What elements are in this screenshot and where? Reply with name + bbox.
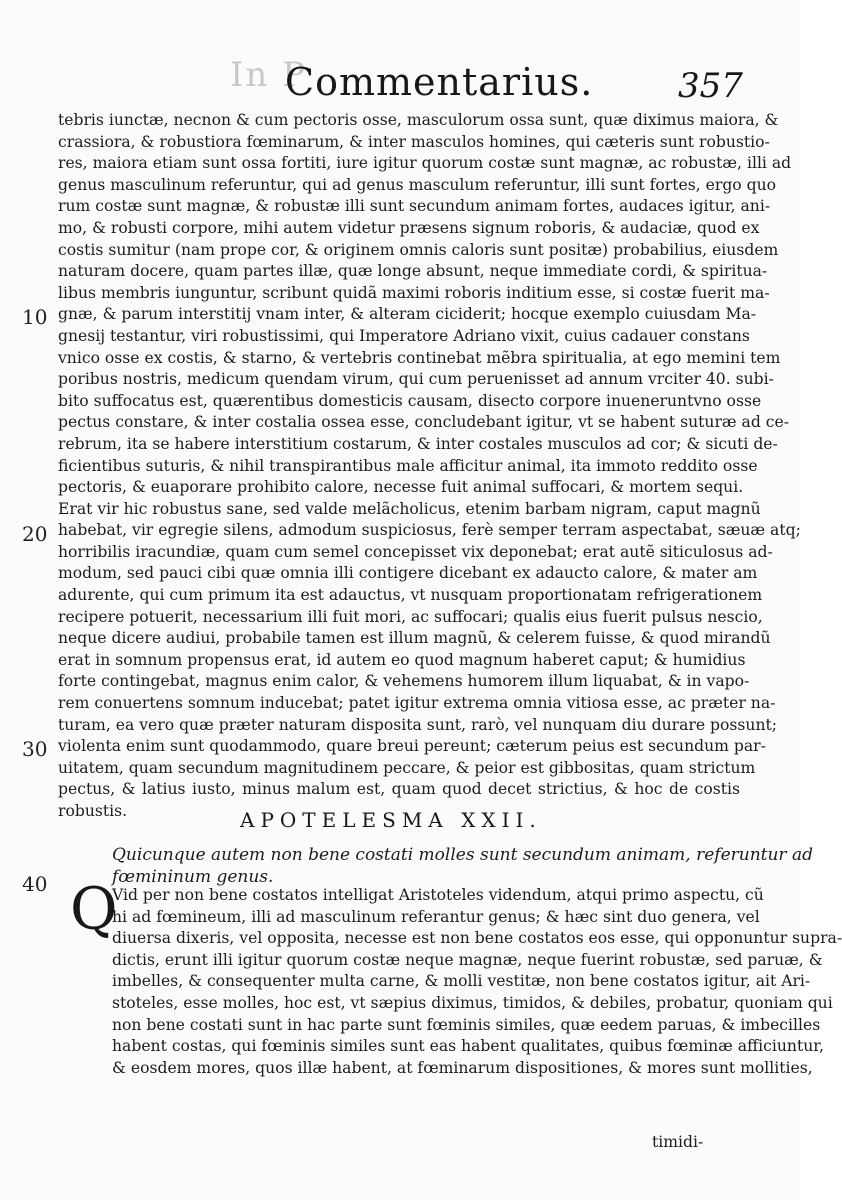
commentary-block (112, 885, 842, 1079)
text-line: rebrum, ita se habere interstitium costarum, & inter costales musculos ad cor; & sicuti de- (58, 434, 778, 453)
text-line: pectoris, & euaporare prohibito calore, necesse fuit animal suffocari, & mortem sequi. (58, 478, 744, 497)
text-line: diuersa dixeris, vel opposita, necesse est non bene costatos eos esse, qui opponuntur supra- (112, 929, 842, 948)
text-line: recipere potuerit, necessarium illi fuit mori, ac suffocari; qualis eius fuerit pulsus nescio, (58, 607, 763, 626)
text-line: hi ad fœmineum, illi ad masculinum referantur genus; & hæc sint duo genera, vel (112, 907, 760, 926)
text-line: rem conuertens somnum inducebat; patet igitur extrema omnia vitiosa esse, ac præter na- (58, 694, 776, 713)
page-number: 357 (678, 66, 743, 106)
text-line: dictis, erunt illi igitur quorum costæ neque magnæ, neque fuerint robustæ, sed paruæ, & (112, 950, 823, 969)
margin-line-number: 10 (22, 305, 48, 329)
running-head: Commentarius. (285, 60, 594, 104)
text-line: gnæ, & parum interstitij vnam inter, & alteram ciciderit; hocque exemplo cuiusdam Ma- (58, 305, 757, 324)
text-line: robustis. (58, 802, 128, 820)
text-line: imbelles, & consequenter multa carne, & molli vestitæ, non bene costatos igitur, ait Ari- (112, 972, 811, 991)
text-line: res, maiora etiam sunt ossa fortiti, iure igitur quorum costæ sunt magnæ, ac robustæ, illi ad (58, 154, 792, 173)
text-line: uitatem, quam secundum magnitudinem peccare, & peior est gibbositas, quam strictum (58, 758, 756, 777)
text-line: forte contingebat, magnus enim calor, & vehemens humorem illum liquabat, & in vapo- (58, 672, 750, 691)
text-line: Erat vir hic robustus sane, sed valde melãcholicus, etenim barbam nigram, caput magnũ (58, 499, 761, 518)
text-line: turam, ea vero quæ præter naturam disposita sunt, rarò, vel nunquam diu durare possunt; (58, 715, 778, 734)
drop-cap: Q (70, 875, 118, 943)
main-text-block (58, 110, 801, 823)
catchword: timidi- (652, 1133, 704, 1151)
text-line: genus masculinum referuntur, qui ad genus masculum referuntur, illi sunt fortes, ergo quo (58, 175, 777, 194)
lemma-block (112, 845, 813, 888)
text-line: pectus, & latius iusto, minus malum est, quam quod decet strictius, & hoc de costis (58, 780, 740, 799)
text-line: rum costæ sunt magnæ, & robustæ illi sunt secundum animam fortes, audaces igitur, ani- (58, 197, 771, 216)
text-line: crassiora, & robustiora fœminarum, & inter masculos homines, qui cæteris sunt robustio- (58, 132, 770, 151)
text-line: costis sumitur (nam prope cor, & originem omnis caloris sunt positæ) probabilius, eiusdem (58, 240, 779, 259)
text-line: naturam docere, quam partes illæ, quæ longe absunt, neque immediate cordi, & spiritua- (58, 262, 768, 281)
text-line: bito suffocatus est, quærentibus domesticis causam, disecto corpore inueneruntvno osse (58, 391, 762, 410)
text-line: gnesij testantur, viri robustissimi, qui Imperatore Adriano vixit, cuius cadauer constans (58, 326, 750, 345)
text-line: non bene costati sunt in hac parte sunt fœminis similes, quæ eedem paruas, & imbecilles (112, 1015, 821, 1034)
text-line: vnico osse ex costis, & starno, & vertebris continebat mẽbra spiritualia, at ego memini tem (58, 348, 781, 367)
text-line: habebat, vir egregie silens, admodum suspiciosus, ferè semper terram aspectabat, sæuæ atq; (58, 521, 801, 540)
text-line: poribus nostris, medicum quendam virum, qui cum peruenisset ad annum vrciter 40. subi- (58, 370, 774, 389)
text-line: erat in somnum propensus erat, id autem eo quod magnum haberet caput; & humidius (58, 650, 746, 669)
text-line: neque dicere audiui, probabile tamen est illum magnũ, & celerem fuisse, & quod mirandũ (58, 629, 771, 648)
section-heading: APOTELESMA XXII. (240, 808, 542, 832)
text-line: Vid per non bene costatos intelligat Aristoteles videndum, atqui primo aspectu, cũ (112, 886, 764, 904)
margin-line-number: 30 (22, 737, 48, 761)
text-line: pectus constare, & inter costalia ossea esse, concludebant igitur, vt se habent suturæ ad ce- (58, 413, 790, 432)
text-line: tebris iunctæ, necnon & cum pectoris osse, masculorum ossa sunt, quæ diximus maiora, & (58, 111, 779, 129)
text-line: violenta enim sunt quodammodo, quare breui pereunt; cæterum peius est secundum par- (58, 737, 766, 756)
text-line: ficientibus suturis, & nihil transpirantibus male afficitur animal, ita immoto reddito osse (58, 456, 758, 475)
text-line: habent costas, qui fœminis similes sunt eas habent qualitates, quibus fœminæ afficiuntur, (112, 1037, 824, 1056)
margin-line-number: 20 (22, 522, 48, 546)
lemma-line: Quicunque autem non bene costati molles sunt secundum animam, referuntur ad (112, 845, 813, 865)
text-line: & eosdem mores, quos illæ habent, at fœminarum dispositiones, & mores sunt mollities, (112, 1058, 813, 1077)
text-line: libus membris iunguntur, scribunt quidã maximi roboris inditium esse, si costæ fuerit ma- (58, 283, 770, 302)
text-line: horribilis iracundiæ, quam cum semel concepisset vix deponebat; erat autẽ siticulosus ad- (58, 542, 773, 561)
text-line: stoteles, esse molles, hoc est, vt sæpius diximus, timidos, & debiles, probatur, quoniam qui (112, 993, 833, 1012)
lemma-line: fœmininum genus. (112, 866, 274, 887)
margin-line-number: 40 (22, 872, 48, 896)
bleed-through-text: In P (230, 55, 308, 95)
text-line: adurente, qui cum primum ita est adauctus, vt nusquam proportionatam refrigerationem (58, 586, 763, 605)
text-line: mo, & robusti corpore, mihi autem videtur præsens signum roboris, & audaciæ, quod ex (58, 218, 760, 237)
text-line: modum, sed pauci cibi quæ omnia illi contigere dicebant ex adaucto calore, & mater am (58, 564, 758, 583)
